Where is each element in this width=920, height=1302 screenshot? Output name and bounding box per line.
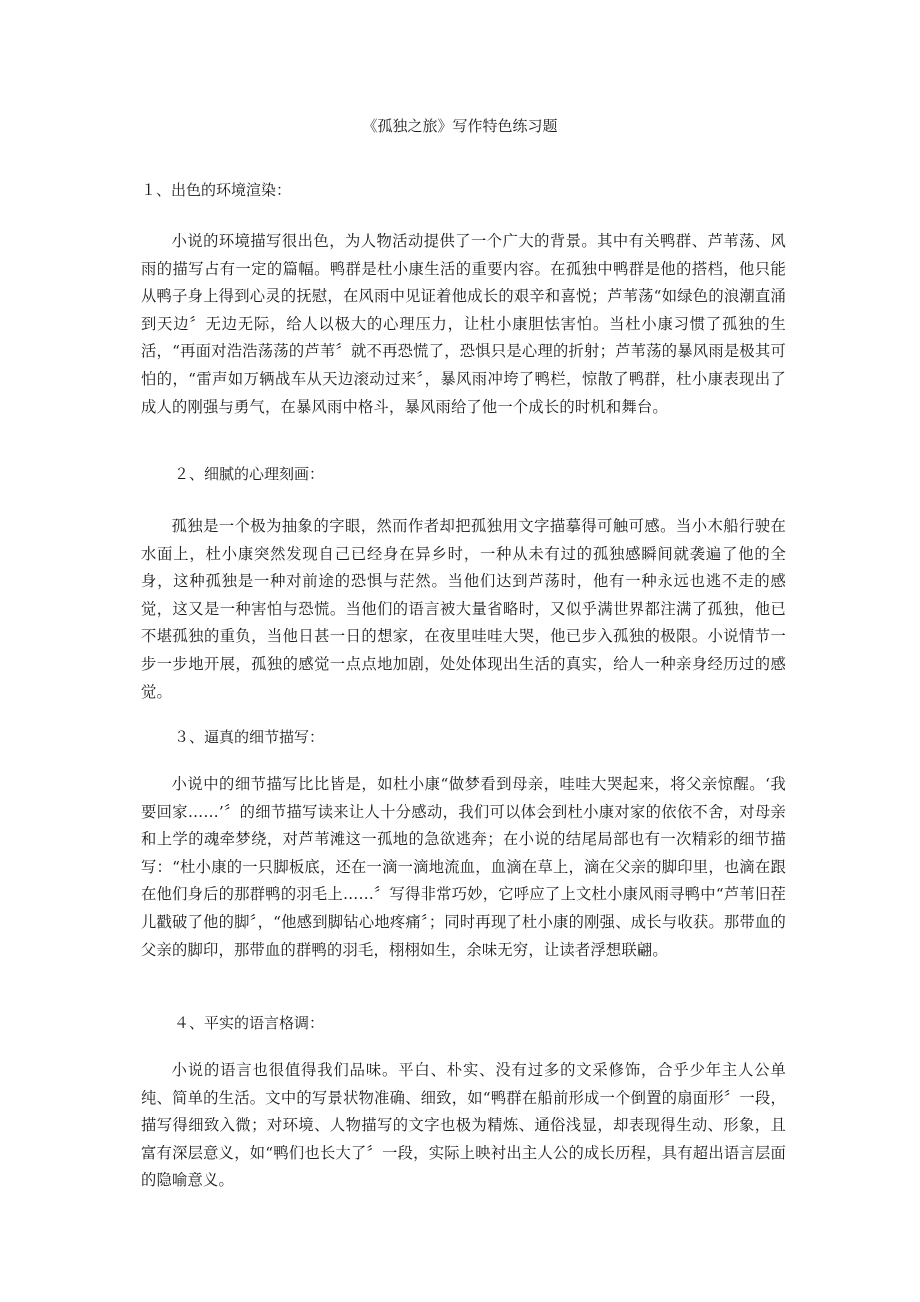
document-title: 《孤独之旅》写作特色练习题 bbox=[362, 117, 558, 135]
section-heading-4: ４、平实的语言格调： bbox=[174, 1014, 325, 1032]
section-heading-1: １、出色的环境渲染： bbox=[141, 181, 292, 199]
section-heading-3: ３、逼真的细节描写： bbox=[174, 728, 325, 746]
section-heading-2: ２、细腻的心理刻画： bbox=[174, 465, 325, 483]
section-body-4: 小说的语言也很值得我们品味。平白、朴实、没有过多的文采修饰，合乎少年主人公单纯、简单的生活。文中的写景状物准确、细致，如“鸭群在船前形成一个倒置的扇面形〞一段，描写得细致入微；对环境、人物描写的文字也极为精炼、通俗浅显，却表现得生动、形象，且富有深层意义，如“鸭们也长大了〞一段，实际上映衬出主人公的成长历程，具有超出语言层面的隐喻意义。 bbox=[141, 1061, 786, 1190]
section-body-2: 孤独是一个极为抽象的字眼，然而作者却把孤独用文字描摹得可触可感。当小木船行驶在水面上，杜小康突然发现自己已经身在异乡时，一种从未有过的孤独感瞬间就袭遍了他的全身，这种孤独是一种对前途的恐惧与茫然。当他们达到芦荡时，他有一种永远也逃不走的感觉，这又是一种害怕与恐慌。当他们的语言被大量省略时，又似乎满世界都注满了孤独，他已不堪孤独的重负，当他日甚一日的想家，在夜里哇哇大哭，他已步入孤独的极限。小说情节一步一步地开展，孤独的感觉一点点地加剧，处处体现出生活的真实，给人一种亲身经历过的感觉。 bbox=[141, 517, 786, 701]
section-body-3: 小说中的细节描写比比皆是，如杜小康“做梦看到母亲，哇哇大哭起来，将父亲惊醒。‘我要回家……’〞的细节描写读来让人十分感动，我们可以体会到杜小康对家的依依不舍，对母亲和上学的魂牵梦绕，对芦苇滩这一孤地的急欲逃奔；在小说的结尾局部也有一次精彩的细节描写：“杜小康的一只脚板底，还在一滴一滴地流血，血滴在草上，滴在父亲的脚印里，也滴在跟在他们身后的那群鸭的羽毛上……〞写得非常巧妙，它呼应了上文杜小康风雨寻鸭中“芦苇旧茬儿戳破了他的脚〞，“他感到脚钻心地疼痛〞；同时再现了杜小康的刚强、成长与收获。那带血的父亲的脚印，那带血的群鸭的羽毛，栩栩如生，余味无穷，让读者浮想联翩。 bbox=[141, 775, 786, 959]
section-body-1: 小说的环境描写很出色，为人物活动提供了一个广大的背景。其中有关鸭群、芦苇荡、风雨的描写占有一定的篇幅。鸭群是杜小康生活的重要内容。在孤独中鸭群是他的搭档，他只能从鸭子身上得到心灵的抚慰，在风雨中见证着他成长的艰辛和喜悦；芦苇荡“如绿色的浪潮直涌到天边〞无边无际，给人以极大的心理压力，让杜小康胆怯害怕。当杜小康习惯了孤独的生活，“再面对浩浩荡荡的芦苇〞就不再恐慌了，恐惧只是心理的折射；芦苇荡的暴风雨是极其可怕的，“雷声如万辆战车从天边滚动过来〞，暴风雨冲垮了鸭栏，惊散了鸭群，杜小康表现出了成人的刚强与勇气，在暴风雨中格斗，暴风雨给了他一个成长的时机和舞台。 bbox=[141, 232, 786, 416]
